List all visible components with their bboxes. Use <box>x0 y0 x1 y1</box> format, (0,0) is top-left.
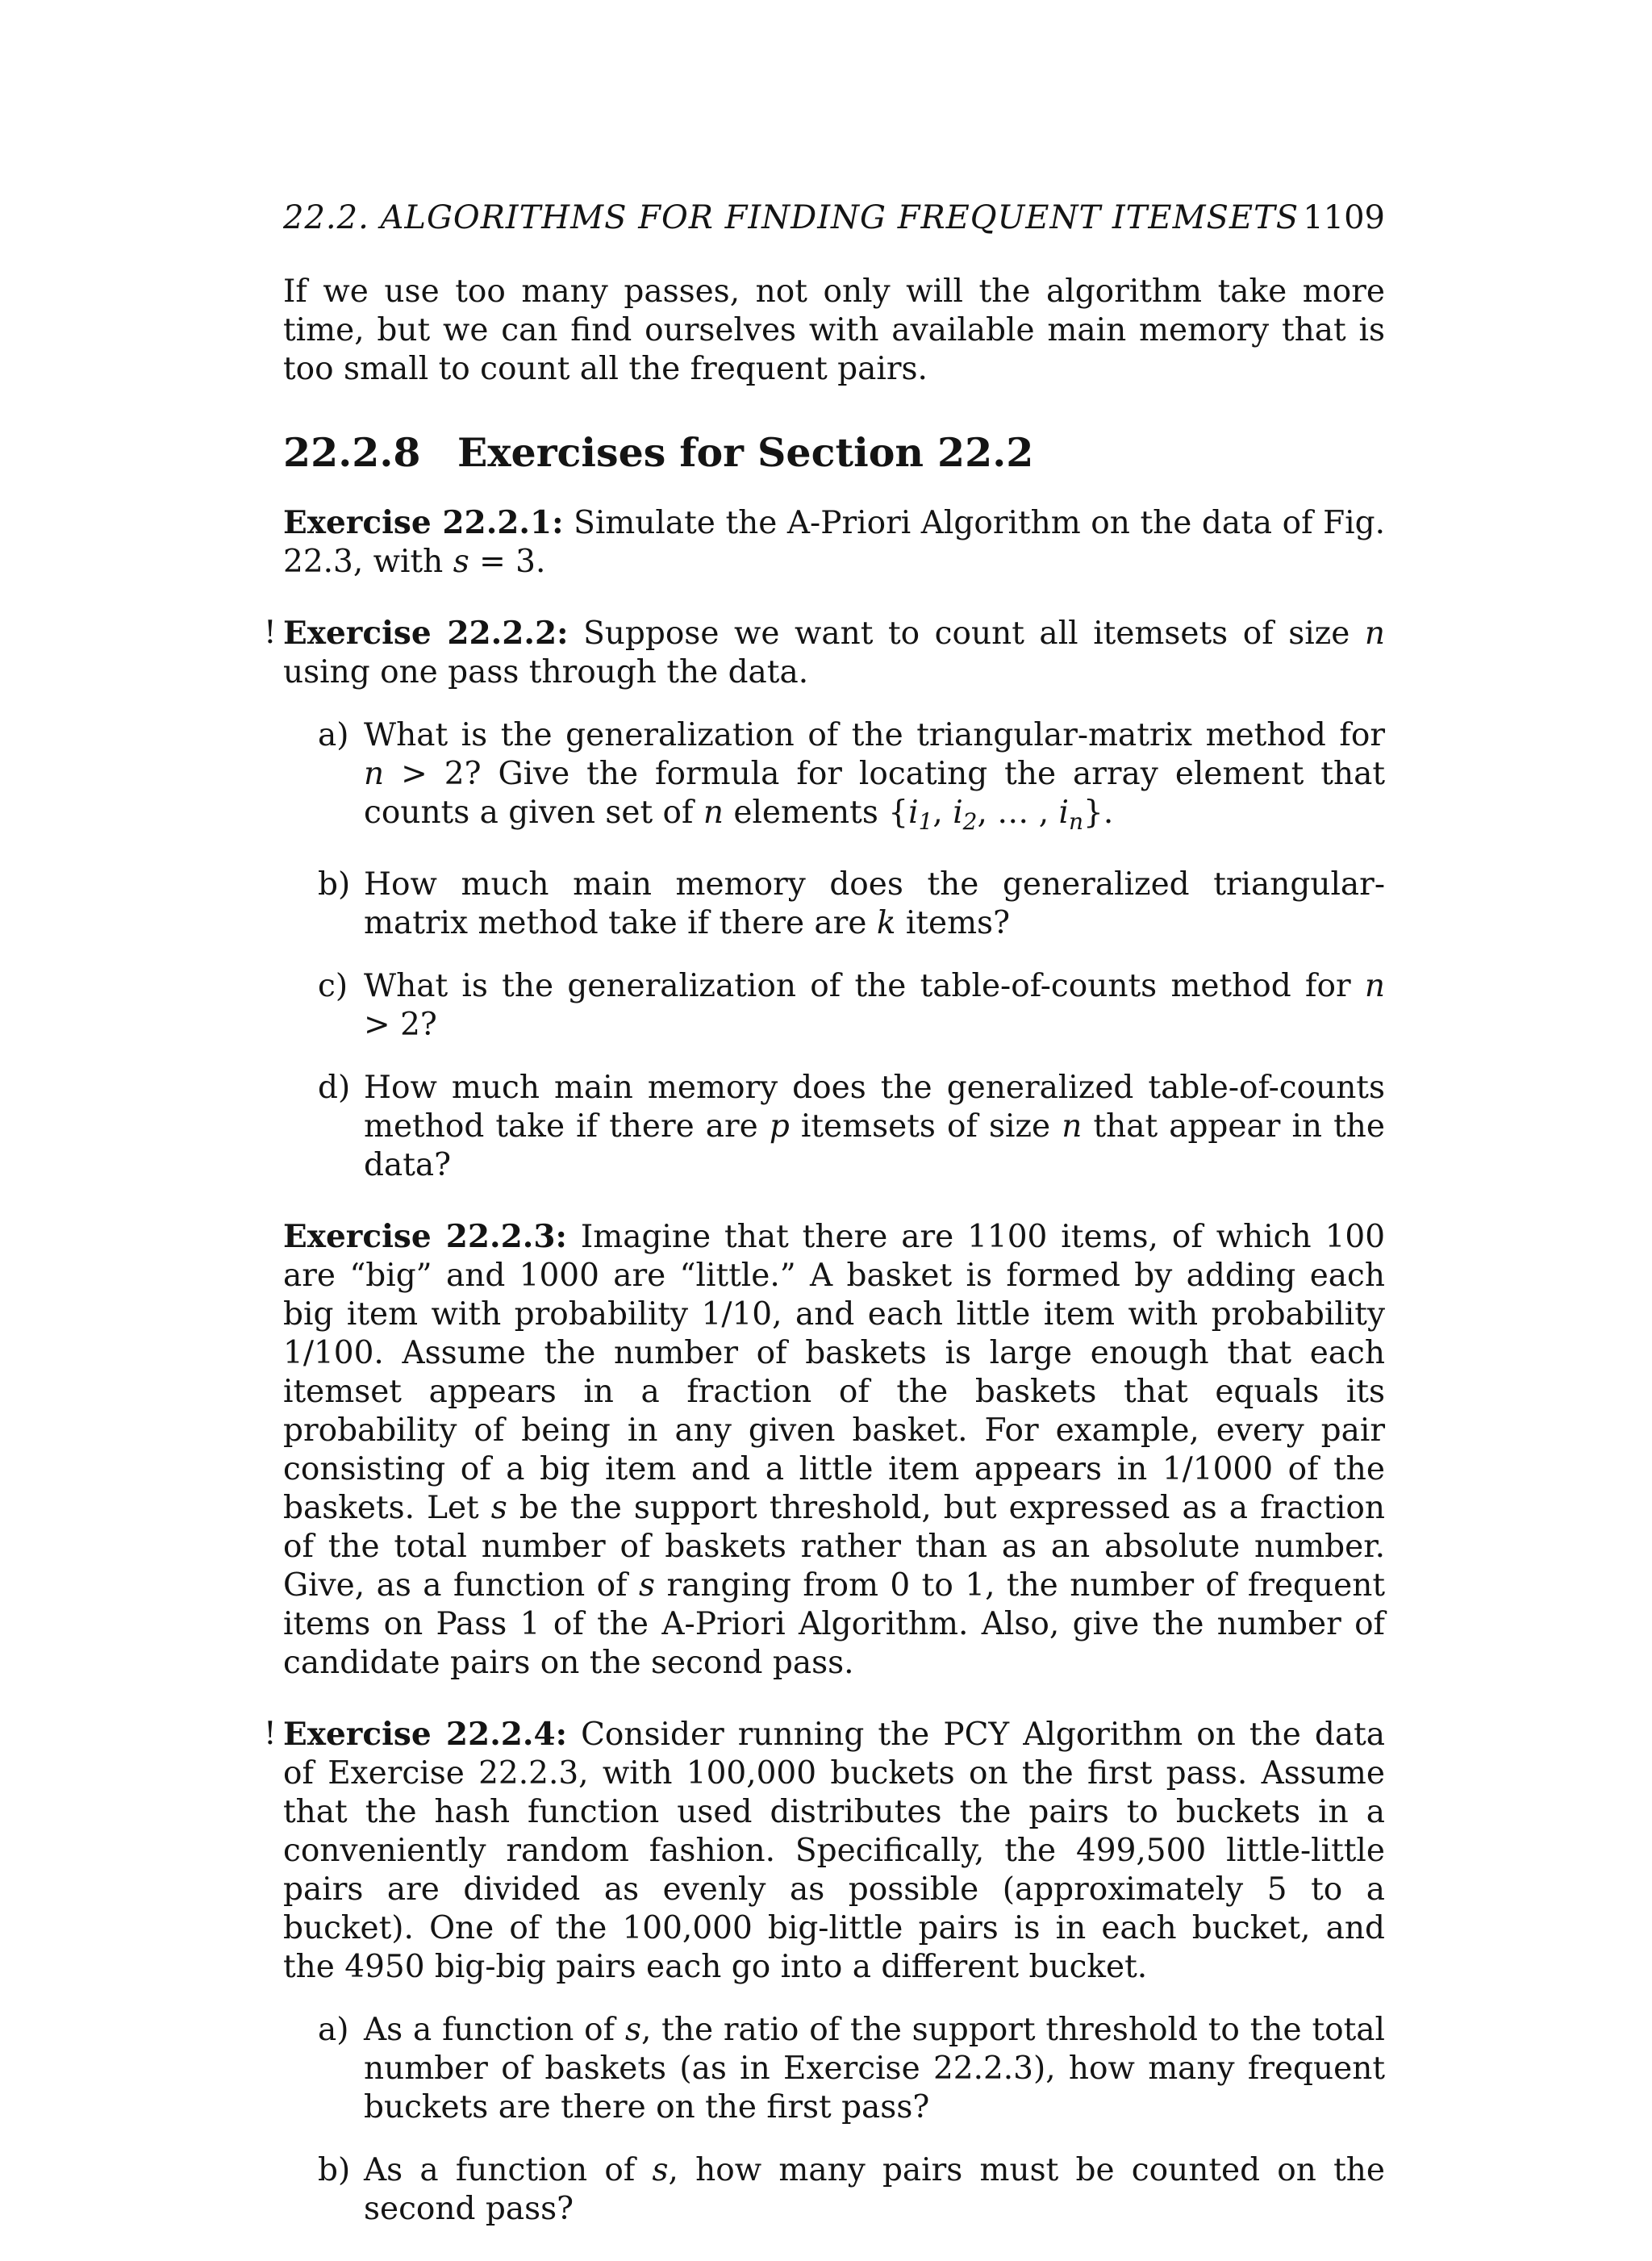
exercise-text: Simulate the A-Priori Algorithm on the data of Fig. 22.3, with <box>283 505 1386 580</box>
list-item <box>283 716 1385 841</box>
math-var: s <box>639 1567 656 1604</box>
item-text: What is the generalization of the table-of-counts method for <box>364 968 1365 1004</box>
item-text: , the ratio of the support threshold to the total number of baskets (as in Exercise 22.2.3), how many frequent buckets are there on the first pass? <box>364 2012 1385 2125</box>
exercise-22-2-4 <box>264 1715 1385 1987</box>
exercise-22-2-4-parts <box>283 2011 1385 2229</box>
exercise-text: ranging from 0 to 1, the number of frequent items on Pass 1 of the A-Priori Algorithm. Also, give the number of candidate pairs on the second pass. <box>283 1567 1386 1681</box>
exercise-text: Suppose we want to count all itemsets of size <box>583 615 1365 652</box>
math-subscript: 2 <box>962 808 978 835</box>
math-subscript: n <box>1068 808 1084 835</box>
list-item <box>283 1069 1385 1185</box>
exercise-22-2-1 <box>283 503 1385 582</box>
section-heading <box>283 429 1385 476</box>
exercise-text: using one pass through the data. <box>283 654 809 690</box>
chapter-section-title: 22.2. ALGORITHMS FOR FINDING FREQUENT ITEMSETS <box>283 199 1299 236</box>
page-number: 1109 <box>1303 199 1385 236</box>
exercise-label: Exercise 22.2.4: <box>283 1716 568 1753</box>
exercise-label: Exercise 22.2.1: <box>283 504 564 541</box>
math-var: s <box>453 544 469 580</box>
section-title: Exercises for Section 22.2 <box>457 429 1034 476</box>
math-var: k <box>876 905 896 941</box>
math-subscript: 1 <box>918 808 933 835</box>
item-text: elements { <box>723 795 909 831</box>
item-text: }. <box>1083 795 1114 831</box>
item-text: , how many pairs must be counted on the second pass? <box>364 2152 1385 2227</box>
exercise-label: Exercise 22.2.2: <box>283 615 569 652</box>
exercise-text: be the support threshold, but expressed as a fraction of the total number of baskets rather than as an absolute number. Give, as a function of <box>283 1490 1385 1604</box>
running-header <box>283 194 1385 242</box>
exercise-text: Consider running the PCY Algorithm on the data of Exercise 22.2.3, with 100,000 buckets on the first pass. Assume that the hash function used distributes the pairs to buckets in a conveniently random fashion. Specifically, the 499,500 little-little pairs are divided as evenly as possible (approximately 5 to a bucket). One of the 100,000 big-little pairs is in each bucket, and the 4950 big-big pairs each go into a different bucket. <box>283 1717 1385 1985</box>
item-text: As a function of <box>364 2152 653 2188</box>
exercise-label: Exercise 22.2.3: <box>283 1218 567 1255</box>
exercise-22-2-2-parts <box>283 716 1385 1185</box>
item-marker: a) <box>318 2012 349 2048</box>
item-text: that appear in the data? <box>364 1108 1385 1183</box>
page-body <box>264 273 1386 2261</box>
math-var: i <box>1058 795 1069 831</box>
item-text: What is the generalization of the triangular-matrix method for <box>364 717 1385 753</box>
item-text: > 2? <box>364 1007 437 1043</box>
math-var: s <box>624 2012 641 2048</box>
list-item <box>283 967 1385 1045</box>
math-var: s <box>652 2152 669 2188</box>
item-marker: d) <box>318 1070 351 1106</box>
item-text: As a function of <box>364 2012 625 2048</box>
exercise-text: = 3. <box>469 544 546 580</box>
list-item <box>283 2011 1385 2127</box>
item-marker: c) <box>318 968 348 1004</box>
item-marker: b) <box>318 2152 351 2188</box>
difficulty-mark: ! <box>264 615 277 651</box>
item-text: How much main memory does the generalized triangular-matrix method take if there are <box>364 866 1385 941</box>
item-marker: a) <box>318 717 349 753</box>
math-var: i <box>908 795 919 831</box>
difficulty-mark: ! <box>264 1716 277 1752</box>
math-var: n <box>1062 1108 1083 1145</box>
item-text: How much main memory does the generalized table-of-counts method take if there are <box>364 1070 1385 1145</box>
math-var: i <box>953 795 963 831</box>
math-var: n <box>1364 615 1385 652</box>
intro-paragraph: If we use too many passes, not only will the algorithm take more time, but we can find ourselves with available main memory that is too small to count all the frequent pairs. <box>283 273 1385 387</box>
item-text: > 2? Give the formula for locating the array element that counts a given set of <box>364 756 1385 831</box>
exercise-22-2-3 <box>283 1217 1385 1683</box>
math-var: n <box>703 795 724 831</box>
item-marker: b) <box>318 866 351 903</box>
list-item <box>283 2151 1385 2229</box>
item-text: items? <box>895 905 1010 941</box>
math-var: n <box>1364 968 1385 1004</box>
item-text: , … , <box>977 795 1059 831</box>
math-var: p <box>769 1108 790 1145</box>
exercise-22-2-2 <box>264 614 1385 692</box>
item-text: , <box>932 795 953 831</box>
list-item <box>283 866 1385 943</box>
item-text: itemsets of size <box>789 1108 1062 1145</box>
section-number: 22.2.8 <box>283 429 421 476</box>
math-var: n <box>364 756 385 792</box>
math-var: s <box>490 1490 507 1526</box>
exercise-text: Imagine that there are 1100 items, of which 100 are “big” and 1000 are “little.” A basket is formed by adding each big item with probability 1/10, and each little item with probability 1/100. Assume the number of baskets is large enough that each itemset appears in a fraction of the baskets that equals its probability of being in any given basket. For example, every pair consisting of a big item and a little item appears in 1/1000 of the baskets. Let <box>283 1219 1386 1526</box>
